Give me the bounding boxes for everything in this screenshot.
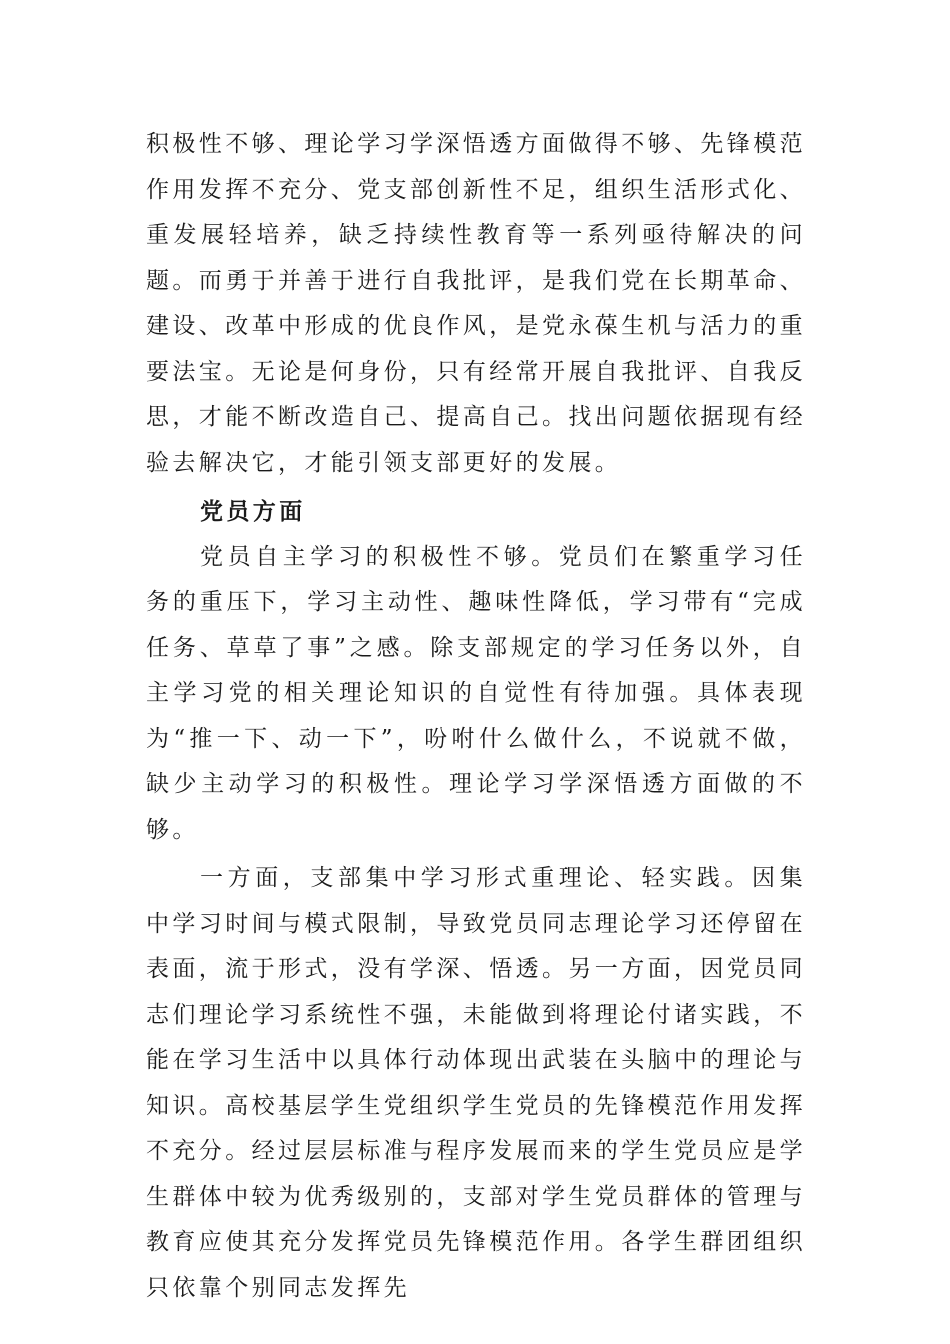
self-study-paragraph: 党员自主学习的积极性不够。党员们在繁重学习任务的重压下，学习主动性、趣味性降低，学习带有“完成任务、草草了事”之感。除支部规定的学习任务以外，自主学习党的相关理论知识的自觉性有待加强。具体表现为“推一下、动一下”，吩咐什么做什么，不说就不做，缺少主动学习的积极性。理论学习学深悟透方面做的不够。: [146, 543, 806, 843]
theory-practice-paragraph: 一方面，支部集中学习形式重理论、轻实践。因集中学习时间与模式限制，导致党员同志理论学习还停留在表面，流于形式，没有学深、悟透。另一方面，因党员同志们理论学习系统性不强，未能做到将理论付诸实践，不能在学习生活中以具体行动体现出武装在头脑中的理论与知识。高校基层学生党组织学生党员的先锋模范作用发挥不充分。经过层层标准与程序发展而来的学生党员应是学生群体中较为优秀级别的，支部对学生党员群体的管理与教育应使其充分发挥党员先锋模范作用。各学生群团组织只依靠个别同志发挥先: [146, 865, 806, 1301]
intro-paragraph: 积极性不够、理论学习学深悟透方面做得不够、先锋模范作用发挥不充分、党支部创新性不足，组织生活形式化、重发展轻培养，缺乏持续性教育等一系列亟待解决的问题。而勇于并善于进行自我批评，是我们党在长期革命、建设、改革中形成的优良作风，是党永葆生机与活力的重要法宝。无论是何身份，只有经常开展自我批评、自我反思，才能不断改造自己、提高自己。找出问题依据现有经验去解决它，才能引领支部更好的发展。: [146, 131, 806, 476]
document-body: [146, 122, 806, 1311]
section-heading: 党员方面: [200, 498, 306, 525]
